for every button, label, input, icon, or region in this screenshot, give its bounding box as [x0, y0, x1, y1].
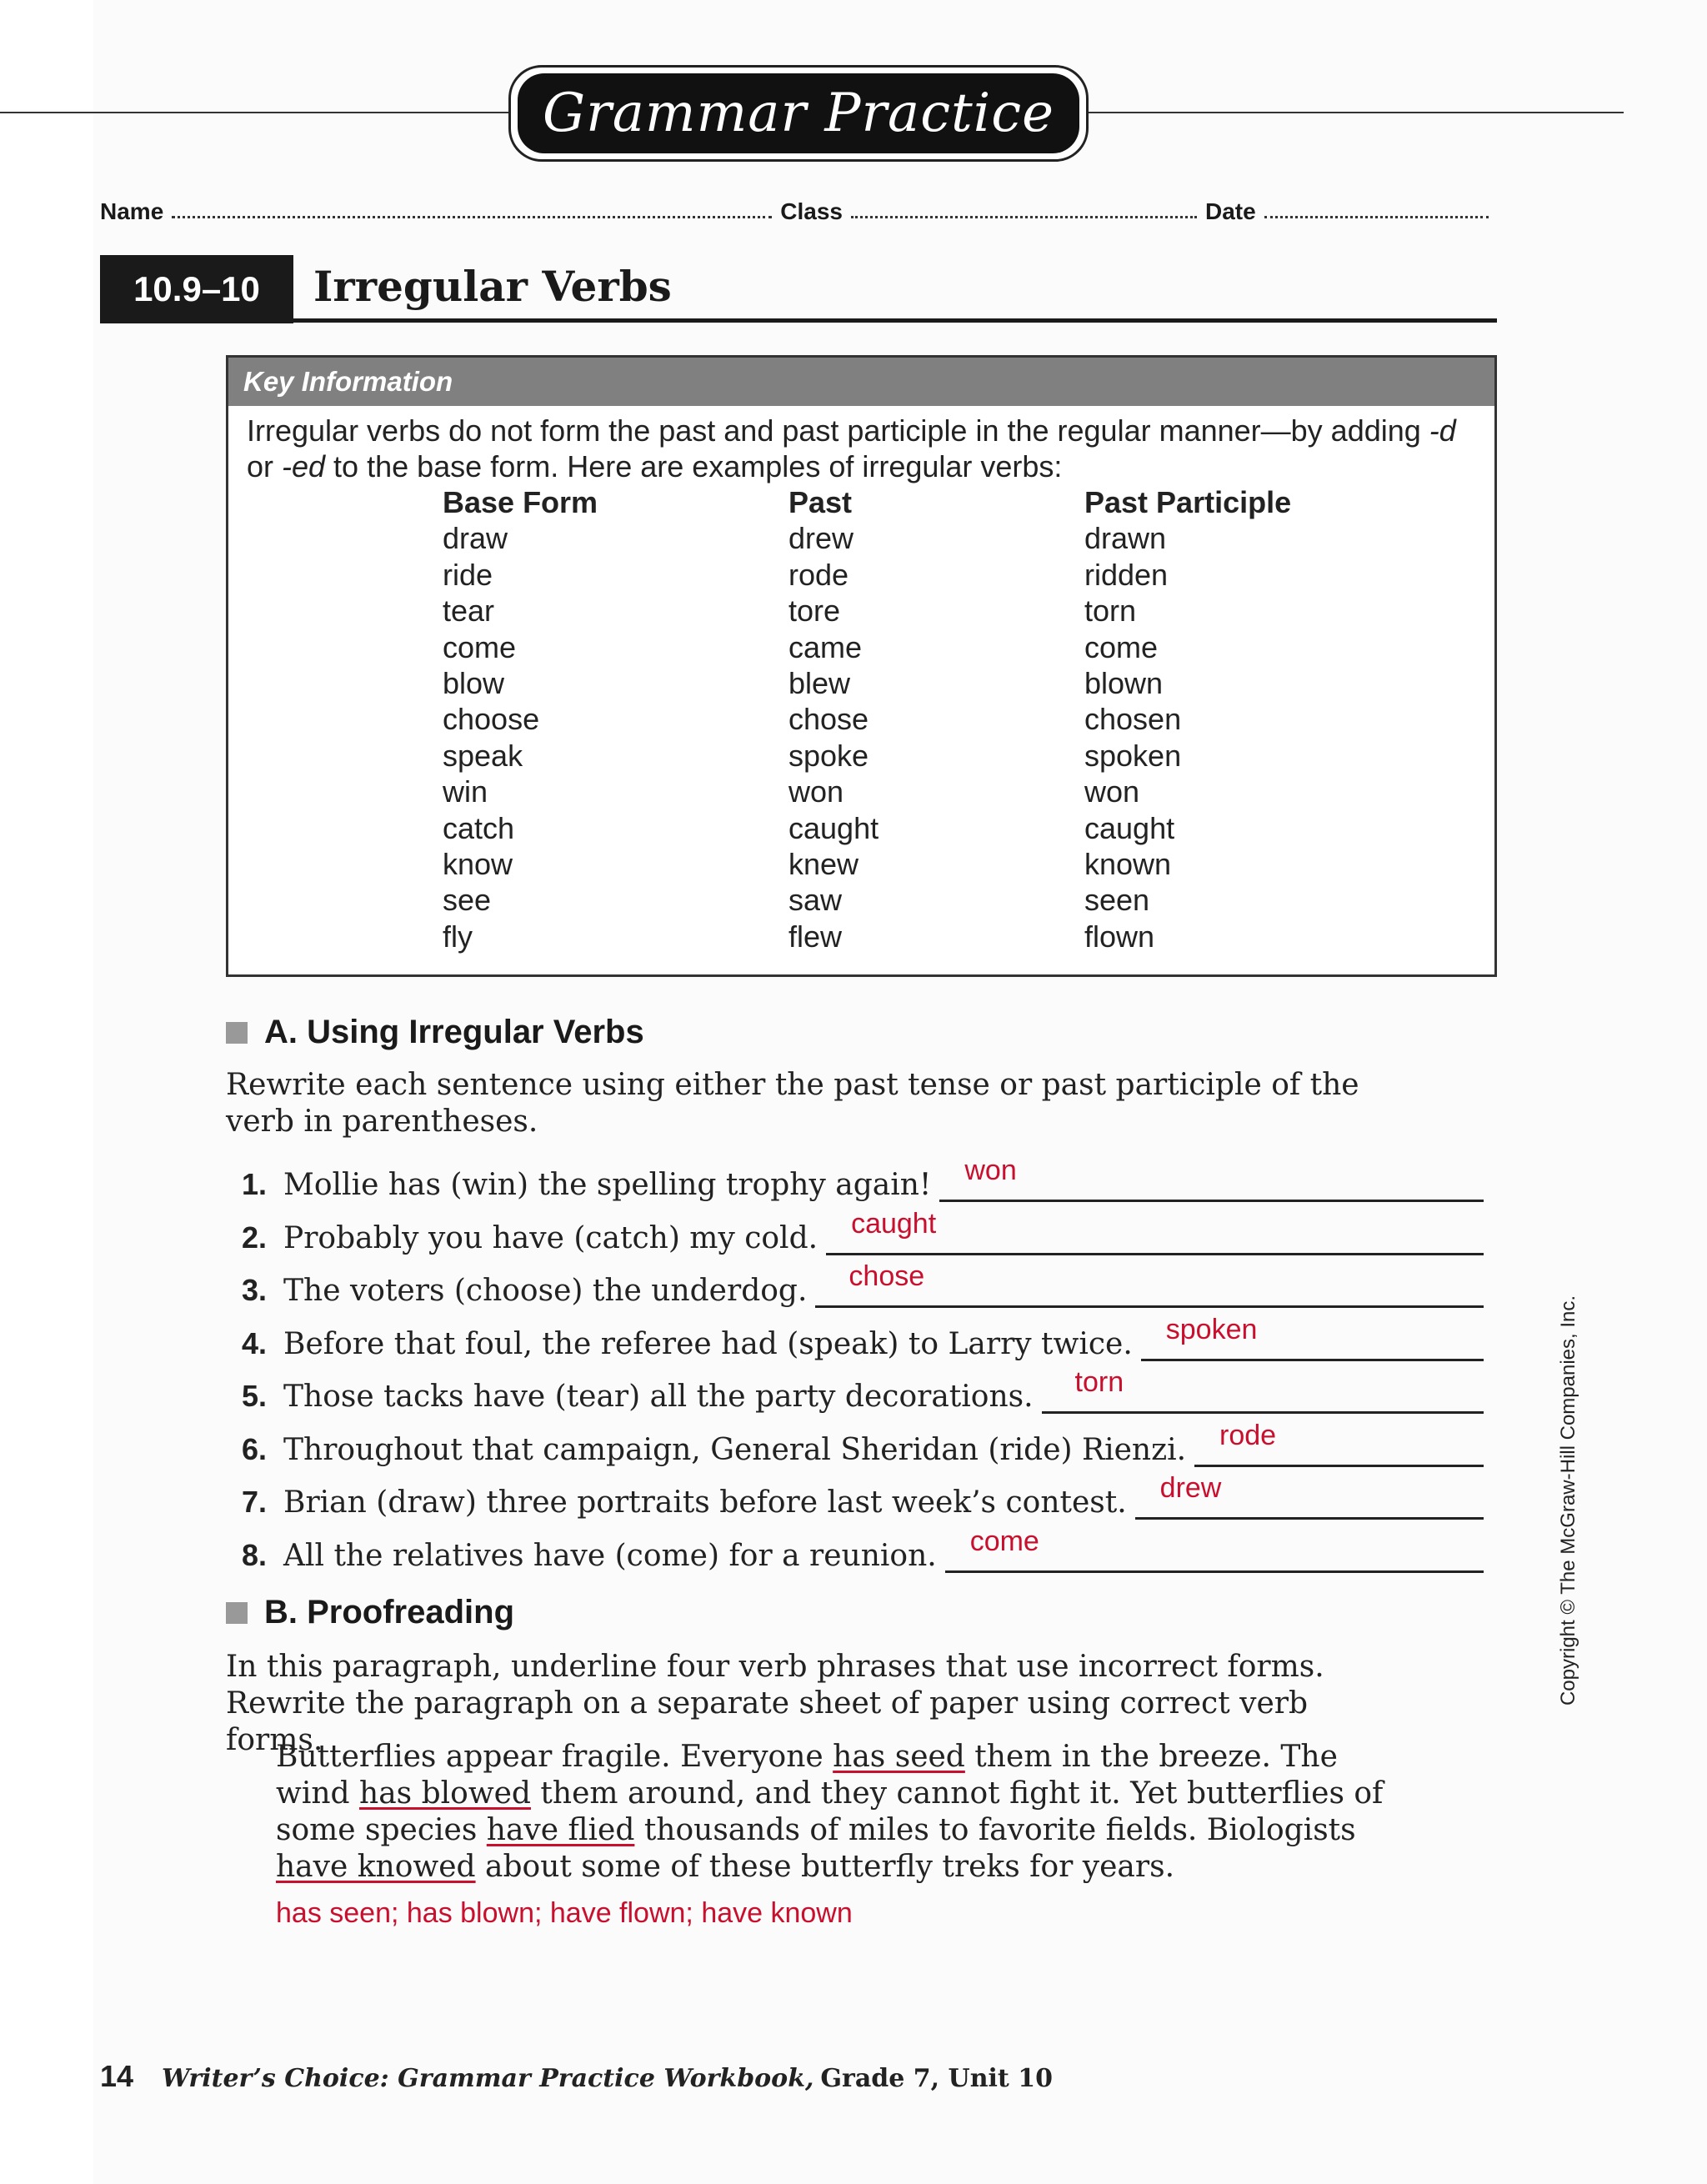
date-label: Date	[1204, 198, 1256, 224]
answer-line[interactable]	[1194, 1420, 1484, 1467]
intro-suffix-d: -d	[1429, 413, 1456, 448]
verb-table-cell: blew	[788, 666, 851, 701]
verb-table-cell: seen	[1084, 883, 1150, 918]
verb-table-header: Past Participle	[1084, 485, 1292, 519]
verb-table-cell: blown	[1084, 666, 1164, 701]
past-column	[788, 484, 879, 954]
item-answer: chose	[848, 1260, 925, 1292]
verb-table-cell: torn	[1084, 594, 1137, 629]
exercise-a-instructions: Rewrite each sentence using either the past tense or past participle of the verb in parentheses.	[226, 1068, 1359, 1139]
item-sentence: Brian (draw) three portraits before last week’s contest.	[283, 1485, 1127, 1520]
item-sentence: Those tacks have (tear) all the party decorations.	[283, 1380, 1034, 1414]
answer-line[interactable]	[1042, 1366, 1484, 1414]
class-field[interactable]	[851, 216, 1197, 218]
item-answer: spoken	[1165, 1314, 1258, 1345]
square-bullet-icon	[226, 1602, 248, 1624]
verb-table-cell: speak	[443, 738, 523, 773]
proofreading-answer: has seen; has blown; have flown; have known	[276, 1897, 853, 1929]
exercise-item	[242, 1258, 1484, 1308]
answer-line[interactable]	[815, 1260, 1484, 1308]
exercise-item	[242, 1470, 1484, 1520]
verb-table-cell: won	[788, 774, 844, 809]
paragraph-text: about some of these butterfly treks for years.	[475, 1850, 1175, 1884]
item-number: 4.	[242, 1326, 268, 1360]
answer-line[interactable]	[945, 1525, 1484, 1573]
verb-table-cell: won	[1084, 774, 1140, 809]
item-answer: won	[964, 1155, 1017, 1186]
verb-table-cell: came	[788, 629, 863, 664]
underlined-verb-phrase: has blowed	[359, 1776, 531, 1811]
verb-table-cell: drew	[788, 521, 854, 556]
item-answer: drew	[1159, 1472, 1222, 1504]
key-information-heading: Key Information	[228, 358, 1494, 406]
answer-line[interactable]	[1141, 1314, 1484, 1361]
item-number: 7.	[242, 1485, 268, 1519]
intro-text: Irregular verbs do not form the past and past participle in the regular manner—by adding	[247, 413, 1429, 448]
verb-table-cell: caught	[788, 810, 879, 845]
verb-table-cell: chose	[788, 702, 869, 737]
verb-table-cell: ridden	[1084, 557, 1169, 592]
item-sentence: Before that foul, the referee had (speak) to Larry twice.	[283, 1327, 1133, 1361]
item-number: 1.	[242, 1167, 268, 1201]
exercise-item	[242, 1523, 1484, 1573]
paragraph-text: thousands of miles to favorite fields. Biologists	[634, 1813, 1356, 1847]
section-rule	[293, 318, 1497, 323]
verb-table-cell: flew	[788, 919, 843, 954]
class-label: Class	[780, 198, 843, 224]
exercise-b-heading-text: B. Proofreading	[264, 1594, 515, 1630]
intro-text: or	[247, 449, 283, 483]
verb-table-header: Past	[788, 485, 853, 519]
item-answer: come	[969, 1525, 1039, 1557]
item-sentence: Throughout that campaign, General Sheridan (ride) Rienzi.	[283, 1433, 1187, 1467]
footer	[100, 2059, 1053, 2094]
verb-table-cell: tear	[443, 594, 495, 629]
header-fields	[100, 192, 1497, 225]
verb-table-cell: come	[443, 629, 517, 664]
book-title: Writer’s Choice: Grammar Practice Workbook,	[162, 2064, 814, 2093]
intro-suffix-ed: -ed	[282, 449, 326, 483]
verb-table-header: Base Form	[443, 485, 598, 519]
exercise-b-instructions: In this paragraph, underline four verb phrases that use incorrect forms. Rewrite the paragraph on a separate sheet of paper using correct verb forms.	[226, 1650, 1324, 1757]
exercise-b-heading	[226, 1594, 514, 1631]
copyright-text: Copyright © The McGraw-Hill Companies, Inc.	[1557, 1295, 1579, 1706]
section-title: Irregular Verbs	[313, 261, 672, 311]
base-form-column	[443, 484, 598, 954]
verb-table-cell: choose	[443, 702, 540, 737]
item-number: 3.	[242, 1273, 268, 1307]
name-field[interactable]	[172, 216, 772, 218]
item-answer: rode	[1219, 1420, 1277, 1451]
underlined-verb-phrase: has seed	[833, 1740, 965, 1774]
underlined-verb-phrase: have knowed	[276, 1850, 476, 1884]
page-number: 14	[100, 2059, 134, 2093]
name-label: Name	[100, 198, 164, 224]
verb-table-cell: drawn	[1084, 521, 1167, 556]
item-sentence: Probably you have (catch) my cold.	[283, 1221, 818, 1255]
proofreading-paragraph	[276, 1739, 1384, 1886]
date-field[interactable]	[1264, 216, 1489, 218]
verb-table-cell: rode	[788, 557, 849, 592]
verb-table-cell: catch	[443, 810, 515, 845]
verb-table-cell: spoke	[788, 738, 869, 773]
exercise-item	[242, 1417, 1484, 1467]
underlined-verb-phrase: have flied	[486, 1813, 635, 1847]
exercise-a-heading-text: A. Using Irregular Verbs	[264, 1014, 644, 1050]
paragraph-text: Butterflies appear fragile. Everyone	[276, 1740, 833, 1774]
past-participle-column	[1084, 484, 1291, 954]
paragraph-text: them in the breeze. The wind	[276, 1740, 1338, 1811]
intro-text: to the base form. Here are examples of irregular verbs:	[325, 449, 1063, 483]
exercise-a-heading	[226, 1014, 644, 1051]
banner-rule-left	[0, 112, 517, 113]
item-answer: torn	[1074, 1366, 1124, 1398]
verb-table-cell: ride	[443, 557, 493, 592]
verb-table-cell: fly	[443, 919, 473, 954]
item-number: 2.	[242, 1220, 268, 1255]
item-number: 5.	[242, 1379, 268, 1413]
verb-table-cell: come	[1084, 629, 1159, 664]
answer-line[interactable]	[1135, 1472, 1484, 1520]
key-information-intro	[247, 413, 1472, 484]
item-sentence: All the relatives have (come) for a reunion.	[283, 1539, 937, 1573]
grade-unit: Grade 7, Unit 10	[820, 2064, 1053, 2093]
key-information-box	[226, 355, 1497, 977]
verb-table-cell: chosen	[1084, 702, 1182, 737]
item-sentence: The voters (choose) the underdog.	[283, 1274, 808, 1308]
answer-line[interactable]	[939, 1155, 1484, 1202]
banner-title: Grammar Practice	[518, 73, 1079, 153]
item-answer: caught	[851, 1208, 937, 1240]
section-number: 10.9–10	[100, 255, 293, 323]
item-number: 6.	[242, 1432, 268, 1466]
exercise-item	[242, 1205, 1484, 1255]
verb-table-cell: spoken	[1084, 738, 1182, 773]
exercise-item	[242, 1364, 1484, 1414]
square-bullet-icon	[226, 1022, 248, 1044]
banner-rule-right	[1084, 112, 1624, 113]
verb-table-cell: tore	[788, 594, 841, 629]
verb-table-cell: draw	[443, 521, 508, 556]
verb-table-cell: knew	[788, 847, 859, 882]
verb-table-cell: flown	[1084, 919, 1155, 954]
exercise-item	[242, 1311, 1484, 1361]
banner	[508, 65, 1089, 162]
item-sentence: Mollie has (win) the spelling trophy again!	[283, 1168, 932, 1202]
verb-table-cell: win	[443, 774, 488, 809]
verb-table-cell: know	[443, 847, 513, 882]
exercise-item	[242, 1152, 1484, 1202]
item-number: 8.	[242, 1538, 268, 1572]
verb-table-cell: blow	[443, 666, 505, 701]
verb-table-cell: caught	[1084, 810, 1175, 845]
answer-line[interactable]	[826, 1208, 1484, 1255]
verb-table-cell: see	[443, 883, 492, 918]
verb-table-cell: saw	[788, 883, 843, 918]
verb-table-cell: known	[1084, 847, 1172, 882]
paragraph-text: them around, and they cannot fight it. Yet butterflies of some species	[276, 1776, 1384, 1847]
